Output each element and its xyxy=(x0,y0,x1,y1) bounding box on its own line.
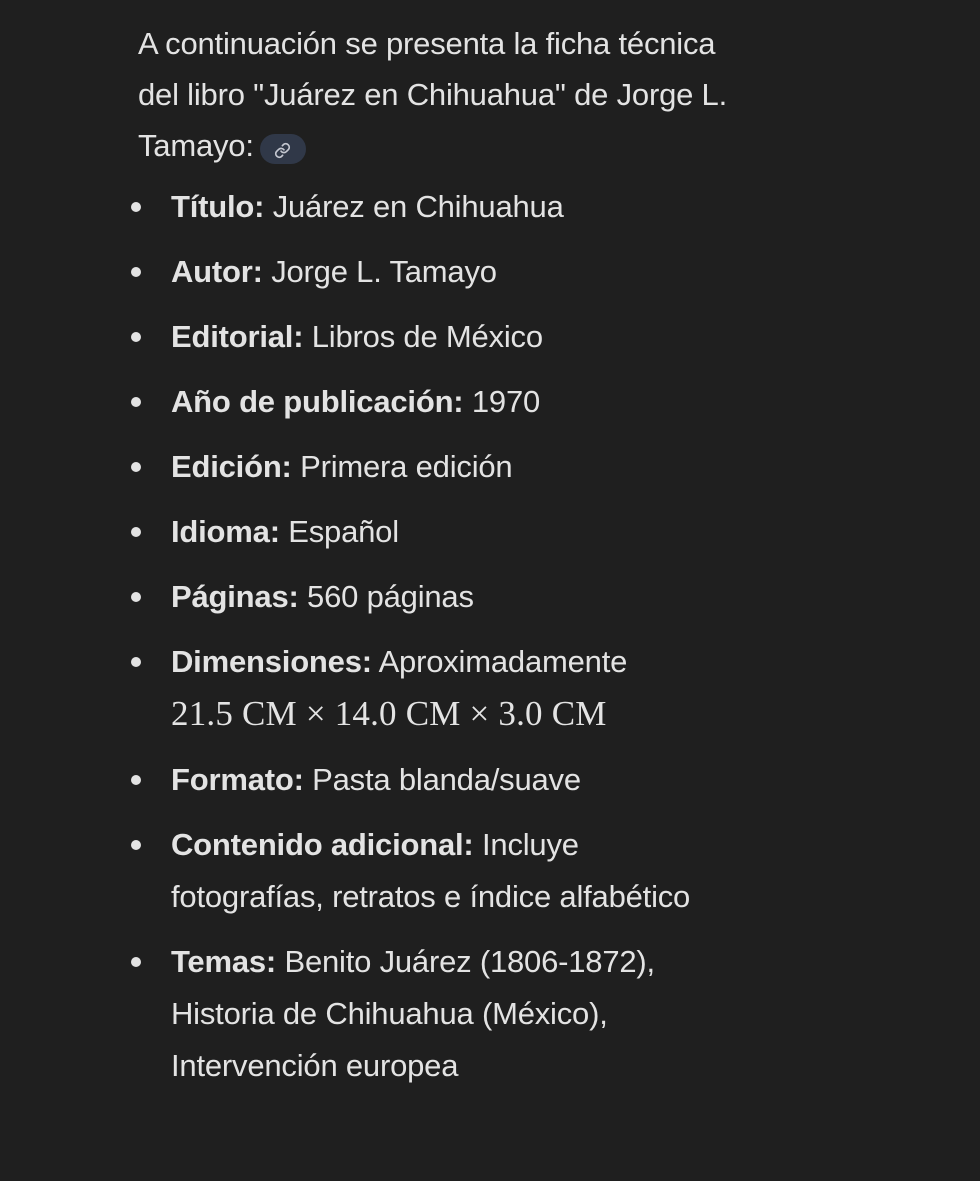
fact-value: Incluye fotografías, retratos e índice alfabético xyxy=(171,827,691,914)
list-item-autor xyxy=(138,246,738,298)
fact-label: Editorial: xyxy=(171,319,304,354)
fact-label: Título: xyxy=(171,189,265,224)
list-item-contenido-adicional xyxy=(138,819,738,923)
fact-value: Pasta blanda/suave xyxy=(312,762,581,797)
dimensions-math: 21.5 CM × 14.0 CM × 3.0 CM xyxy=(171,694,607,733)
link-icon xyxy=(274,123,291,174)
fact-value: Benito Juárez (1806-1872), Historia de Chihuahua (México), Intervención europea xyxy=(171,944,655,1083)
bullet xyxy=(131,202,141,212)
fact-value: Aproximadamente xyxy=(378,644,628,679)
fact-label: Temas: xyxy=(171,944,277,979)
book-facts-list xyxy=(138,181,738,1092)
bullet xyxy=(131,397,141,407)
fact-label: Dimensiones: xyxy=(171,644,372,679)
fact-label: Formato: xyxy=(171,762,304,797)
fact-label: Contenido adicional: xyxy=(171,827,474,862)
list-item-idioma xyxy=(138,506,738,558)
source-link-chip[interactable] xyxy=(260,134,306,164)
response-body xyxy=(138,18,738,1105)
list-item-edicion xyxy=(138,441,738,493)
bullet xyxy=(131,267,141,277)
fact-label: Idioma: xyxy=(171,514,280,549)
fact-label: Autor: xyxy=(171,254,263,289)
bullet xyxy=(131,657,141,667)
bullet xyxy=(131,775,141,785)
fact-value: 560 páginas xyxy=(307,579,474,614)
bullet xyxy=(131,462,141,472)
fact-value: Juárez en Chihuahua xyxy=(272,189,564,224)
list-item-editorial xyxy=(138,311,738,363)
bullet xyxy=(131,957,141,967)
fact-value: 1970 xyxy=(471,384,541,419)
list-item-formato xyxy=(138,754,738,806)
list-item-titulo xyxy=(138,181,738,233)
list-item-temas xyxy=(138,936,738,1092)
list-item-paginas xyxy=(138,571,738,623)
intro-text: A continuación se presenta la ficha técnica del libro "Juárez en Chihuahua" de Jorge L. Tamayo: xyxy=(138,26,728,163)
bullet xyxy=(131,840,141,850)
bullet xyxy=(131,527,141,537)
fact-value: Español xyxy=(288,514,399,549)
intro-paragraph xyxy=(138,18,738,171)
list-item-ano-publicacion xyxy=(138,376,738,428)
list-item-dimensiones xyxy=(138,636,738,741)
bullet xyxy=(131,592,141,602)
fact-label: Edición: xyxy=(171,449,292,484)
fact-label: Páginas: xyxy=(171,579,299,614)
fact-value: Primera edición xyxy=(300,449,513,484)
fact-value: Jorge L. Tamayo xyxy=(271,254,497,289)
bullet xyxy=(131,332,141,342)
fact-value: Libros de México xyxy=(311,319,543,354)
fact-label: Año de publicación: xyxy=(171,384,464,419)
